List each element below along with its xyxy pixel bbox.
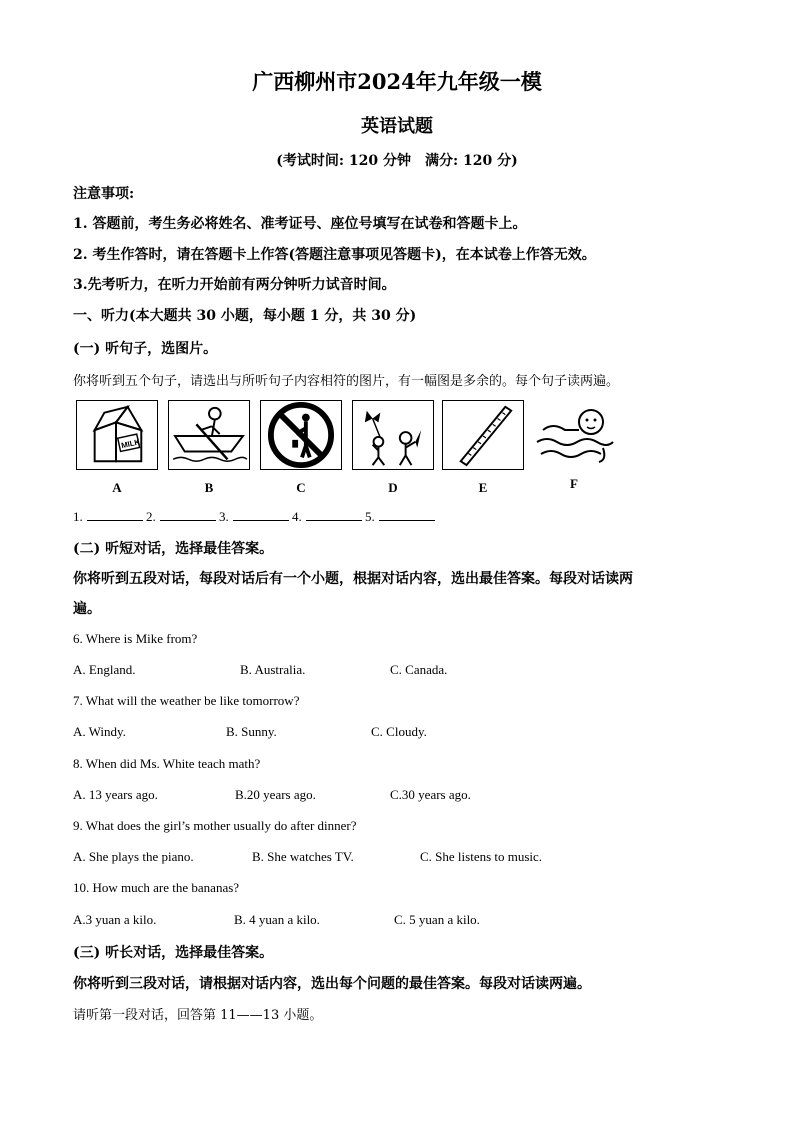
q9-option-a[interactable]: A. She plays the piano. xyxy=(73,849,194,864)
blank-5[interactable]: 5. xyxy=(365,509,435,524)
q10-option-c[interactable]: C. 5 yuan a kilo. xyxy=(394,912,480,927)
sec3-instruction: 你将听到三段对话，请根据对话内容，选出每个问题的最佳答案。每段对话读两遍。 xyxy=(73,976,591,992)
exam-meta: (考试时间: 120 分钟 满分: 120 分) xyxy=(276,153,518,169)
part1-heading: 一、听力(本大题共 30 小题，每小题 1 分，共 30 分) xyxy=(73,308,417,324)
q10-option-b[interactable]: B. 4 yuan a kilo. xyxy=(234,912,320,927)
q7-option-a[interactable]: A. Windy. xyxy=(73,724,126,739)
notice-item-2: 2. 考生作答时，请在答题卡上作答(答题注意事项见答题卡)，在本试卷上作答无效。 xyxy=(73,247,596,263)
q10-option-a[interactable]: A.3 yuan a kilo. xyxy=(73,912,157,927)
picture-label-e: E xyxy=(478,480,488,495)
notice-item-3: 3.先考听力，在听力开始前有两分钟听力试音时间。 xyxy=(73,277,396,293)
sec1-instruction: 你将听到五个句子，请选出与所听句子内容相符的图片，有一幅图是多余的。每个句子读两遍。 xyxy=(73,374,620,389)
q8-option-c[interactable]: C.30 years ago. xyxy=(390,787,471,802)
notice-heading: 注意事项: xyxy=(73,186,135,202)
picture-label-a: A xyxy=(112,480,122,495)
question-6: 6. Where is Mike from? xyxy=(73,631,198,646)
q9-option-b[interactable]: B. She watches TV. xyxy=(252,849,354,864)
q6-option-a[interactable]: A. England. xyxy=(73,662,136,677)
picture-label-c: C xyxy=(296,480,306,495)
sec3-heading: (三) 听长对话，选择最佳答案。 xyxy=(73,945,274,961)
question-7: 7. What will the weather be like tomorrow? xyxy=(73,693,300,708)
swimming-icon xyxy=(533,400,615,470)
milk-carton-icon xyxy=(77,401,157,469)
picture-label-d: D xyxy=(388,480,398,495)
question-10: 10. How much are the bananas? xyxy=(73,880,240,895)
blank-4[interactable]: 4. xyxy=(292,509,362,524)
sec1-heading: (一) 听句子，选图片。 xyxy=(73,341,218,357)
page-subtitle: 英语试题 xyxy=(361,116,433,137)
rowing-boat-icon xyxy=(169,401,249,469)
picture-c xyxy=(260,400,342,470)
blank-1[interactable]: 1. xyxy=(73,509,143,524)
picture-f xyxy=(533,400,615,470)
q6-option-c[interactable]: C. Canada. xyxy=(390,662,448,677)
q8-option-a[interactable]: A. 13 years ago. xyxy=(73,787,158,802)
sec3-note: 请听第一段对话，回答第 11——13 小题。 xyxy=(73,1008,323,1023)
answer-blanks xyxy=(73,508,435,525)
picture-d xyxy=(352,400,434,470)
page-title: 广西柳州市2024年九年级一模 xyxy=(252,69,542,94)
blank-2[interactable]: 2. xyxy=(146,509,216,524)
kids-pinwheel-icon xyxy=(353,401,433,469)
question-9: 9. What does the girl’s mother usually do after dinner? xyxy=(73,818,357,833)
q6-option-b[interactable]: B. Australia. xyxy=(240,662,306,677)
picture-label-f: F xyxy=(570,476,578,491)
picture-label-b: B xyxy=(204,480,214,495)
sec2-instruction-line1: 你将听到五段对话，每段对话后有一个小题，根据对话内容，选出最佳答案。每段对话读两 xyxy=(73,571,633,587)
q9-option-c[interactable]: C. She listens to music. xyxy=(420,849,543,864)
milk-label: MILK xyxy=(120,437,141,451)
blank-3[interactable]: 3. xyxy=(219,509,289,524)
picture-a xyxy=(76,400,158,470)
q7-option-b[interactable]: B. Sunny. xyxy=(226,724,277,739)
q8-option-b[interactable]: B.20 years ago. xyxy=(235,787,316,802)
picture-e xyxy=(442,400,524,470)
picture-b xyxy=(168,400,250,470)
notice-item-1: 1. 答题前，考生务必将姓名、准考证号、座位号填写在试卷和答题卡上。 xyxy=(73,216,527,232)
question-8: 8. When did Ms. White teach math? xyxy=(73,756,261,771)
sec2-heading: (二) 听短对话，选择最佳答案。 xyxy=(73,541,274,557)
q7-option-c[interactable]: C. Cloudy. xyxy=(371,724,427,739)
ruler-icon xyxy=(443,401,523,469)
sec2-instruction-line2: 遍。 xyxy=(73,601,101,617)
no-littering-icon xyxy=(261,401,341,469)
